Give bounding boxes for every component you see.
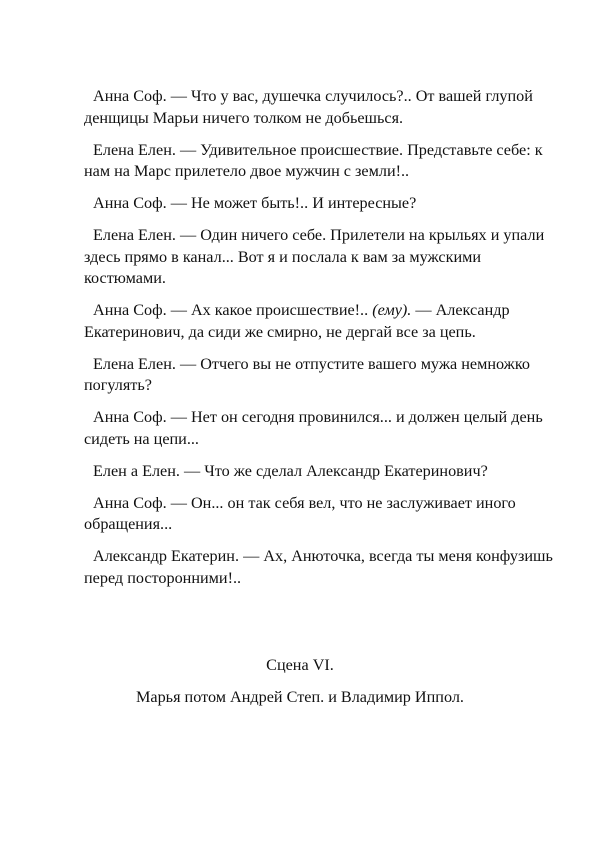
dialogue-block xyxy=(84,86,564,600)
scene-cast: Марья потом Андрей Степ. и Владимир Иппол. xyxy=(136,688,464,706)
dialogue-line xyxy=(84,140,564,183)
dialogue-line xyxy=(84,461,564,483)
line-text: — Один ничего себе. Прилетели на крыльях и упали здесь прямо в канал... Вот я и послала к вам за мужскими костюмами. xyxy=(84,226,545,287)
line-text: — Ах, Анюточка, всегда ты меня конфузишь перед посторонними!.. xyxy=(84,547,553,587)
stage-direction: (ему). xyxy=(372,301,412,319)
speaker-name: Елена Елен. xyxy=(93,140,176,159)
speaker-name: Анна Соф. xyxy=(93,493,167,512)
speaker-name: Анна Соф. xyxy=(93,408,167,426)
speaker-name: Анна Соф. xyxy=(93,301,167,319)
speaker-name: Анна Соф. xyxy=(93,194,167,212)
dialogue-line xyxy=(84,193,564,215)
dialogue-line xyxy=(84,354,564,397)
speaker-name: Анна Соф. xyxy=(93,87,167,105)
speaker-name: Елена Елен. xyxy=(93,354,176,373)
line-text: — Удивительное происшествие. Представьте себе: к нам на Марс прилетело двое мужчин с земли!.. xyxy=(84,140,543,180)
line-text: — Нет он сегодня провинился... и должен целый день сидеть на цепи... xyxy=(84,408,543,448)
line-text: — Что у вас, душечка случилось?.. От вашей глупой денщицы Марьи ничего толком не добьешься. xyxy=(84,87,533,127)
line-text: — Что же сделал Александр Екатеринович? xyxy=(179,461,488,480)
line-text: — Он... он так себя вел, что не заслуживает иного обращения... xyxy=(84,493,516,533)
line-text: — Ах какое происшествие!.. xyxy=(166,301,373,319)
speaker-name: Елен а Елен. xyxy=(93,461,180,480)
line-text: — Александр Екатеринович, да сиди же смирно, не дергай все за цепь. xyxy=(84,301,510,341)
dialogue-line xyxy=(84,225,564,290)
dialogue-line xyxy=(84,300,564,343)
speaker-name: Елена Елен. xyxy=(93,226,176,244)
dialogue-line xyxy=(84,493,564,536)
dialogue-line xyxy=(84,86,564,129)
dialogue-line xyxy=(84,407,564,450)
dialogue-line xyxy=(84,546,564,589)
scene-title: Сцена VI. xyxy=(266,656,334,674)
speaker-name: Александр Екатерин. xyxy=(93,547,240,565)
line-text: — Отчего вы не отпустите вашего мужа немножко погулять? xyxy=(84,354,530,394)
line-text: — Не может быть!.. И интересные? xyxy=(166,194,417,212)
